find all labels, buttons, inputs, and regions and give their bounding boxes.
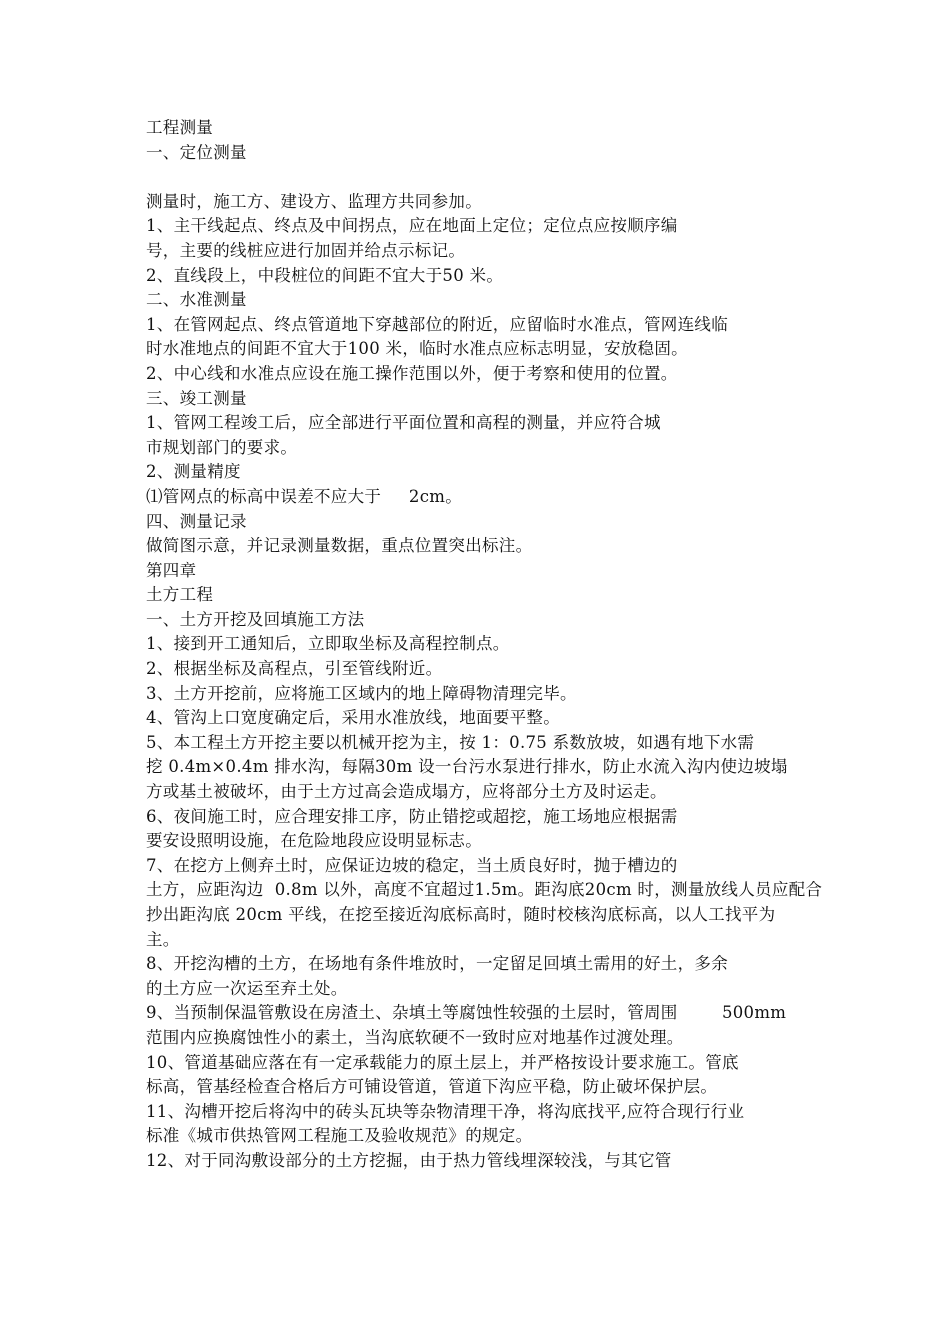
paragraph-line: 1、管网工程竣工后，应全部进行平面位置和高程的测量，并应符合城 <box>146 413 661 433</box>
paragraph-line: 11、沟槽开挖后将沟中的砖头瓦块等杂物清理干净，将沟底找平,应符合现行行业 <box>146 1101 745 1121</box>
paragraph-line: 2、测量精度 <box>146 462 241 482</box>
paragraph-line: 8、开挖沟槽的土方，在场地有条件堆放时，一定留足回填土需用的好土，多余 <box>146 954 728 974</box>
subsection-heading: 三、竣工测量 <box>146 388 247 408</box>
section-title: 工程测量 <box>146 118 214 137</box>
blank-line <box>146 165 826 190</box>
chapter-heading: 第四章 <box>146 560 197 580</box>
paragraph-line: 10、管道基础应落在有一定承载能力的原土层上，并严格按设计要求施工。管底 <box>146 1052 739 1072</box>
paragraph-line: 1、接到开工通知后，立即取坐标及高程控制点。 <box>146 634 510 654</box>
paragraph-line: ⑴管网点的标高中误差不应大于 2cm。 <box>146 486 463 506</box>
paragraph-line: 12、对于同沟敷设部分的土方挖掘，由于热力管线埋深较浅，与其它管 <box>146 1150 672 1170</box>
document-body <box>146 116 826 1174</box>
paragraph-line: 测量时，施工方、建设方、监理方共同参加。 <box>146 191 482 211</box>
paragraph-line: 9、当预制保温管敷设在房渣土、杂填土等腐蚀性较强的土层时，管周围 500mm <box>146 1003 787 1023</box>
paragraph-line: 号，主要的线桩应进行加固并给点示标记。 <box>146 240 466 260</box>
paragraph-line: 要安设照明设施，在危险地段应设明显标志。 <box>146 831 482 851</box>
paragraph-line: 1、在管网起点、终点管道地下穿越部位的附近，应留临时水准点，管网连线临 <box>146 314 728 334</box>
subsection-heading: 二、水准测量 <box>146 290 247 310</box>
subsection-heading: 一、土方开挖及回填施工方法 <box>146 609 365 629</box>
paragraph-line: 做简图示意，并记录测量数据，重点位置突出标注。 <box>146 536 533 556</box>
paragraph-line: 7、在挖方上侧弃土时，应保证边坡的稳定，当土质良好时，抛于槽边的 <box>146 855 678 875</box>
paragraph-line: 土方，应距沟边 0.8m 以外，高度不宜超过1.5m。距沟底20cm 时，测量放线人员应配合 <box>146 880 823 900</box>
chapter-title: 土方工程 <box>146 585 214 605</box>
paragraph-line: 2、直线段上，中段桩位的间距不宜大于50 米。 <box>146 265 504 285</box>
paragraph-line: 范围内应换腐蚀性小的素土，当沟底软硬不一致时应对地基作过渡处理。 <box>146 1027 684 1047</box>
paragraph-line: 主。 <box>146 929 180 949</box>
paragraph-line: 2、中心线和水准点应设在施工操作范围以外，便于考察和使用的位置。 <box>146 363 678 383</box>
paragraph-line: 抄出距沟底 20cm 平线，在挖至接近沟底标高时，随时校核沟底标高，以人工找平为 <box>146 905 776 924</box>
paragraph-line: 3、土方开挖前，应将施工区域内的地上障碍物清理完毕。 <box>146 683 577 703</box>
paragraph-line: 1、主干线起点、终点及中间拐点，应在地面上定位；定位点应按顺序编 <box>146 216 678 236</box>
subsection-heading: 四、测量记录 <box>146 511 247 531</box>
paragraph-line: 标高，管基经检查合格后方可铺设管道，管道下沟应平稳，防止破坏保护层。 <box>146 1077 718 1097</box>
subsection-heading: 一、定位测量 <box>146 142 247 162</box>
paragraph-line: 4、管沟上口宽度确定后，采用水准放线，地面要平整。 <box>146 708 560 728</box>
paragraph-line: 挖 0.4m×0.4m 排水沟，每隔30m 设一台污水泵进行排水，防止水流入沟内使边坡塌 <box>146 757 788 777</box>
paragraph-line: 市规划部门的要求。 <box>146 437 298 457</box>
paragraph-line: 标准《城市供热管网工程施工及验收规范》的规定。 <box>146 1126 533 1146</box>
paragraph-line: 6、夜间施工时，应合理安排工序，防止错挖或超挖，施工场地应根据需 <box>146 806 678 826</box>
paragraph-line: 5、本工程土方开挖主要以机械开挖为主，按 1：0.75 系数放坡，如遇有地下水需 <box>146 732 755 752</box>
paragraph-line: 的土方应一次运至弃土处。 <box>146 978 348 998</box>
paragraph-line: 时水准地点的间距不宜大于100 米，临时水准点应标志明显，安放稳固。 <box>146 339 688 359</box>
paragraph-line: 方或基土被破坏，由于土方过高会造成塌方，应将部分土方及时运走。 <box>146 782 667 802</box>
paragraph-line: 2、根据坐标及高程点，引至管线附近。 <box>146 659 443 679</box>
